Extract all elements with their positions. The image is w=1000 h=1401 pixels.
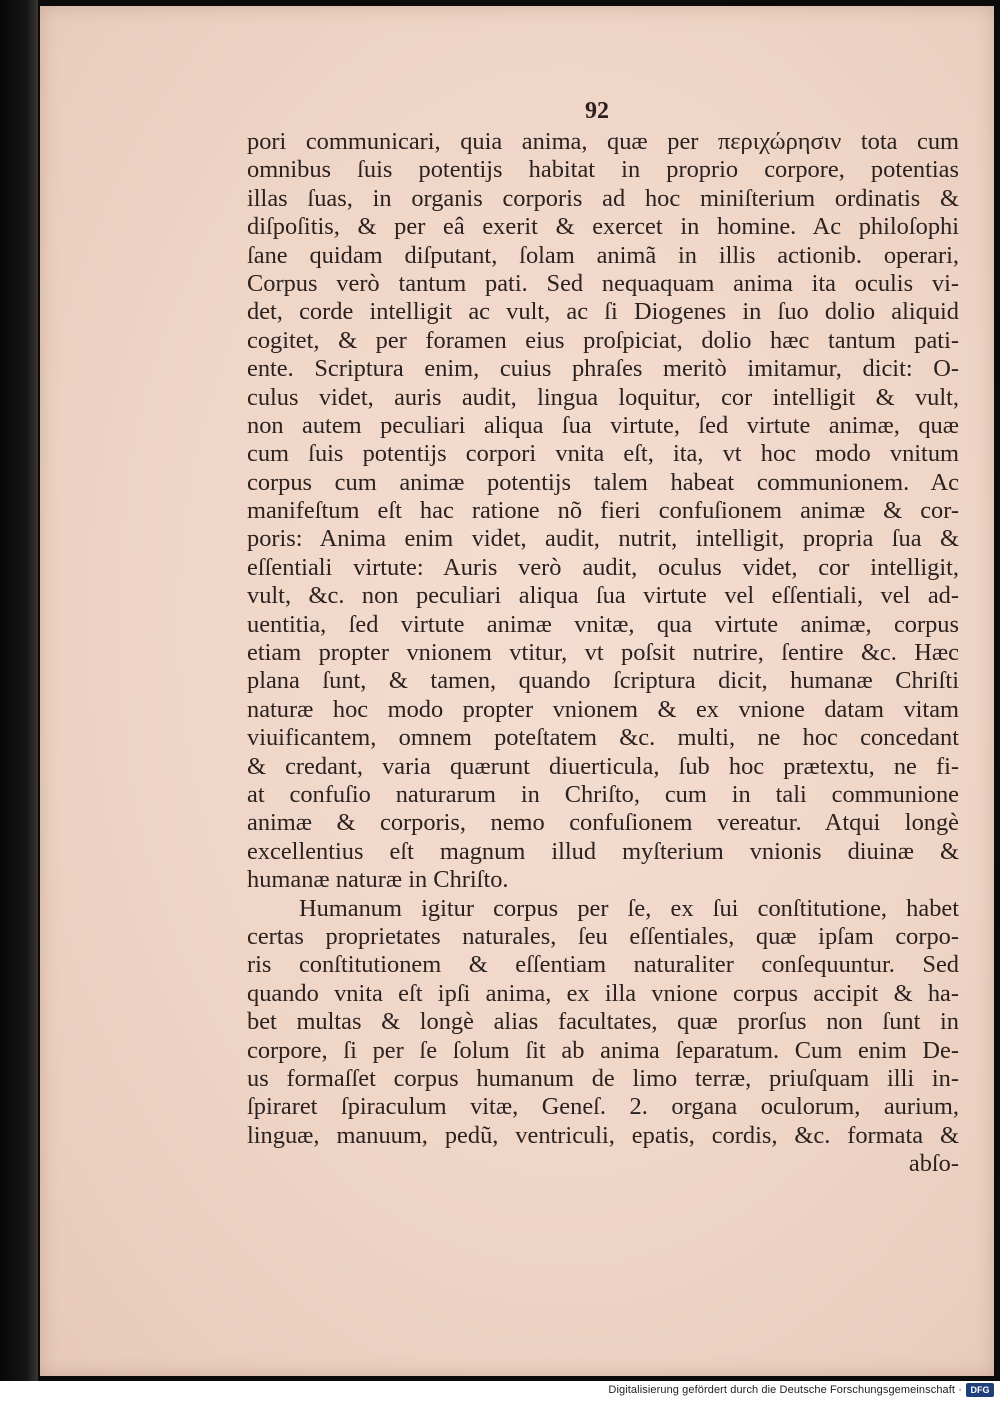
text-line: uentitia, ſed virtute animæ vnitæ, qua virtute animæ, corpus xyxy=(247,610,959,638)
text-line: culus videt, auris audit, lingua loquitur, cor intelligit & vult, xyxy=(247,383,959,411)
text-line: excellentius eſt magnum illud myſterium vnionis diuinæ & xyxy=(247,837,959,865)
paragraph-start-line: Humanum igitur corpus per ſe, ex ſui conſtitutione, habet xyxy=(299,894,959,922)
text-line: pori communicari, quia anima, quæ per περιχώρησιν tota cum xyxy=(247,128,959,155)
text-line: corpore, ſi per ſe ſolum ſit ab anima ſeparatum. Cum enim De- xyxy=(247,1036,959,1064)
text-line: ris conſtitutionem & eſſentiam naturaliter conſequuntur. Sed xyxy=(247,951,959,979)
text-line: illas ſuas, in organis corporis ad hoc miniſterium ordinatis & xyxy=(247,184,959,212)
body-text xyxy=(247,128,959,1178)
text-line: non autem peculiari aliqua ſua virtute, ſed virtute animæ, quæ xyxy=(247,411,959,439)
text-line: cogitet, & per foramen eius proſpiciat, dolio hæc tantum pati- xyxy=(247,326,959,354)
text-line: & credant, varia quærunt diuerticula, ſub hoc prætextu, ne fi- xyxy=(247,752,959,780)
text-line: ente. Scriptura enim, cuius phraſes meritò imitamur, dicit: O- xyxy=(247,355,959,383)
text-line: quando vnita eſt ipſi anima, ex illa vnione corpus accipit & ha- xyxy=(247,979,959,1007)
text-line: us formaſſet corpus humanum de limo terræ, priuſquam illi in- xyxy=(247,1064,959,1092)
text-line: bet multas & longè alias facultates, quæ prorſus non ſunt in xyxy=(247,1008,959,1036)
catchword: abſo- xyxy=(908,1150,959,1178)
text-line: plana ſunt, & tamen, quando ſcriptura dicit, humanæ Chriſti xyxy=(247,667,959,695)
text-line: naturæ hoc modo propter vnionem & ex vnione datam vitam xyxy=(247,695,959,723)
scan-left-edge xyxy=(0,0,38,1381)
text-line: viuificantem, omnem poteſtatem &c. multi, ne hoc concedant xyxy=(247,724,959,752)
page-number: 92 xyxy=(585,98,609,124)
text-line: cum ſuis potentijs corpori vnita eſt, ita, vt hoc modo vnitum xyxy=(247,440,959,468)
text-line: corpus cum animæ potentijs talem habeat communionem. Ac xyxy=(247,468,959,496)
paragraph-end-line: humanæ naturæ in Chriſto. xyxy=(247,866,509,894)
text-line: Corpus verò tantum pati. Sed nequaquam anima ita oculis vi- xyxy=(247,269,959,297)
dfg-logo-icon: DFG xyxy=(966,1383,994,1397)
footer-bar xyxy=(0,1381,1000,1401)
text-line: certas proprietates naturales, ſeu eſſentiales, quæ ipſam corpo- xyxy=(247,922,959,950)
text-line: omnibus ſuis potentijs habitat in proprio corpore, potentias xyxy=(247,156,959,184)
text-line: manifeſtum eſt hac ratione nõ fieri confuſionem animæ & cor- xyxy=(247,497,959,525)
text-line: at confuſio naturarum in Chriſto, cum in tali communione xyxy=(247,780,959,808)
funding-credit: Digitalisierung gefördert durch die Deutsche Forschungsgemeinschaft · xyxy=(608,1384,962,1396)
text-line: diſpoſitis, & per eâ exerit & exercet in homine. Ac philoſophi xyxy=(247,213,959,241)
text-line: ſpiraret ſpiraculum vitæ, Geneſ. 2. organa oculorum, aurium, xyxy=(247,1093,959,1121)
text-line: animæ & corporis, nemo confuſionem vereatur. Atqui longè xyxy=(247,809,959,837)
text-line: linguæ, manuum, pedũ, ventriculi, epatis, cordis, &c. formata & xyxy=(247,1121,959,1149)
text-line: vult, &c. non peculiari aliqua ſua virtute vel eſſentiali, vel ad- xyxy=(247,582,959,610)
text-line: eſſentiali virtute: Auris verò audit, oculus videt, cor intelligit, xyxy=(247,553,959,581)
text-line: etiam propter vnionem vtitur, vt poſsit nutrire, ſentire &c. Hæc xyxy=(247,639,959,667)
text-line: det, corde intelligit ac vult, ac ſi Diogenes in ſuo dolio aliquid xyxy=(247,298,959,326)
text-line: poris: Anima enim videt, audit, nutrit, intelligit, propria ſua & xyxy=(247,525,959,553)
text-line: ſane quidam diſputant, ſolam animã in illis actionib. operari, xyxy=(247,241,959,269)
